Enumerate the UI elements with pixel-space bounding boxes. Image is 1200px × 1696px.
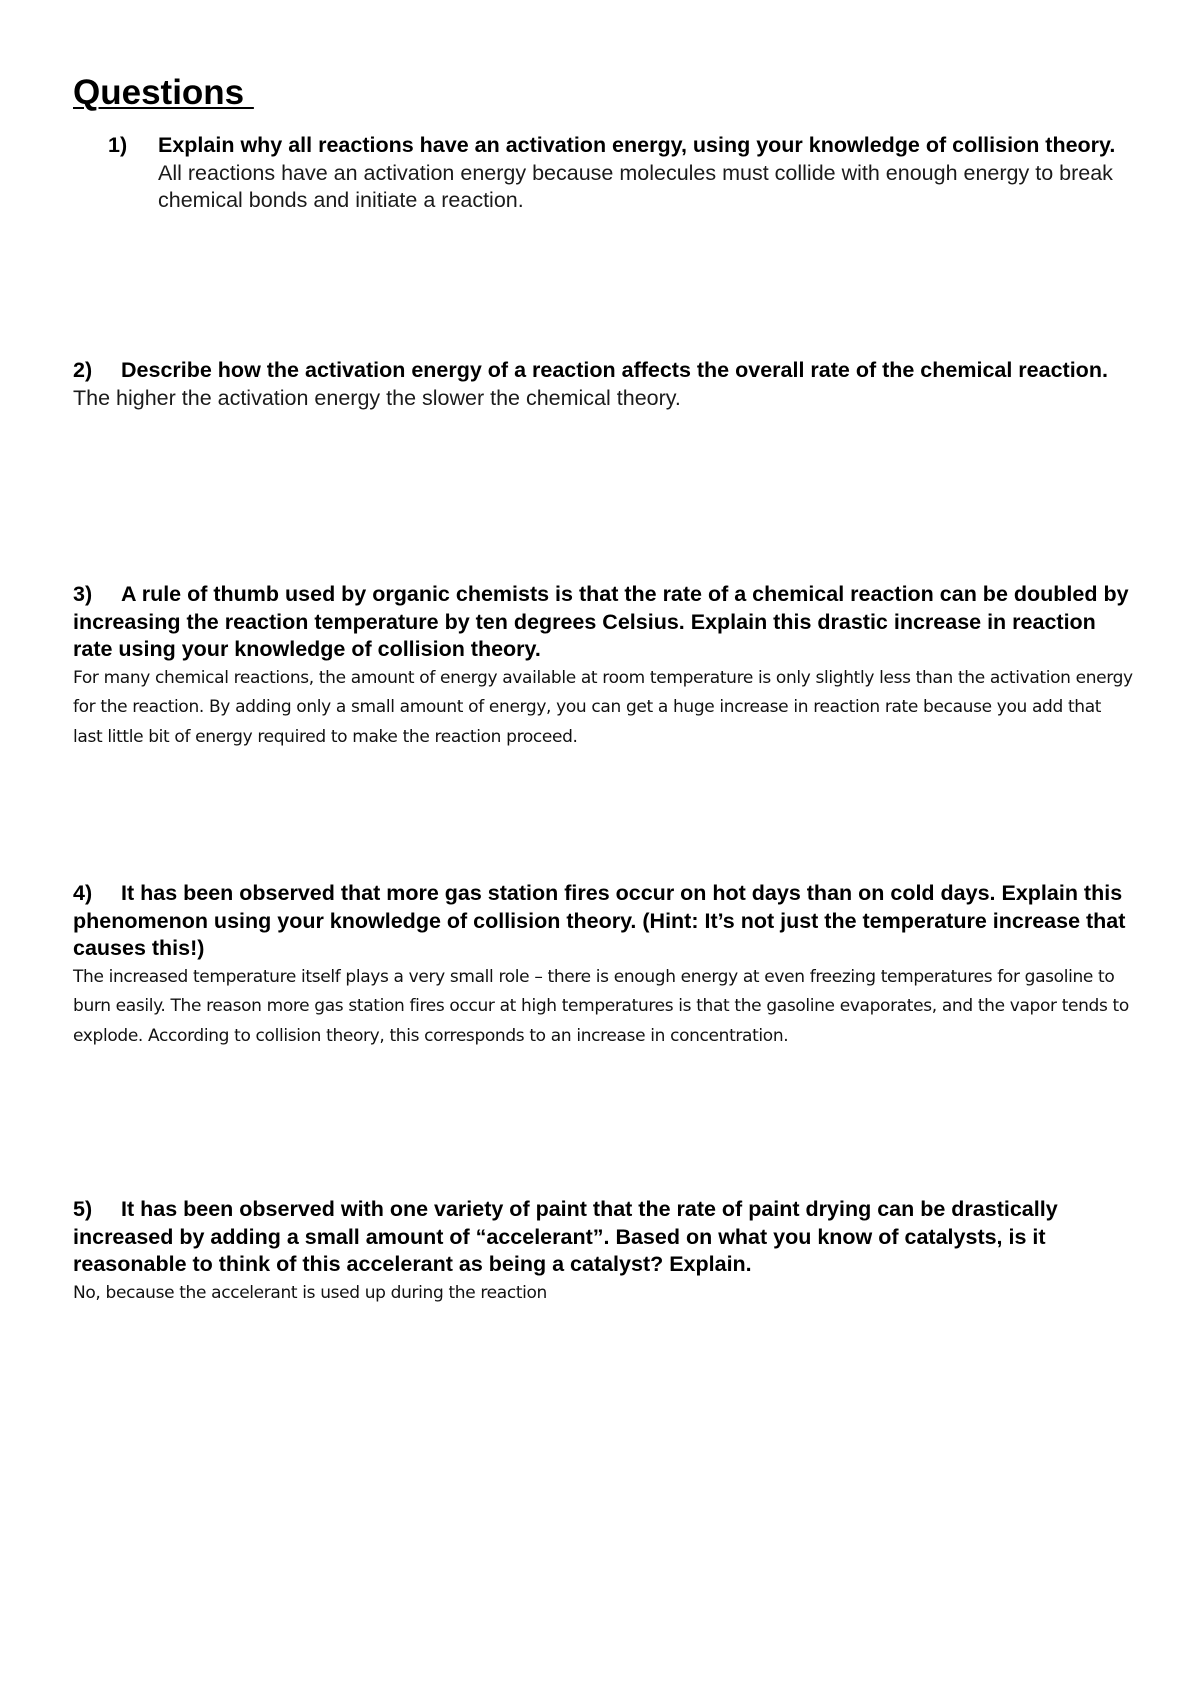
question-text: Explain why all reactions have an activation energy, using your knowledge of collision theory. — [158, 133, 1116, 157]
question-text: It has been observed that more gas station fires occur on hot days than on cold days. Explain this phenomenon using your knowledge of collision theory. (Hint: It’s not just the temperature increase that causes this!) — [73, 881, 1126, 960]
answer-text: All reactions have an activation energy because molecules must collide with enough energy to break chemical bonds and initiate a reaction. — [158, 160, 1113, 212]
answer-text: No, because the accelerant is used up during the reaction — [73, 1282, 547, 1303]
question-4 — [73, 880, 1133, 1051]
question-line — [73, 880, 1133, 963]
question-line — [73, 581, 1133, 664]
answer-text: The increased temperature itself plays a very small role – there is enough energy at even freezing temperatures for gasoline to burn easily. The reason more gas station fires occur at high temperatures is that the gasoline evaporates, and the vapor tends to explode. According to collision theory, this corresponds to an increase in concentration. — [73, 966, 1129, 1046]
answer-text: The higher the activation energy the slower the chemical theory. — [73, 385, 681, 410]
question-1 — [108, 132, 1128, 215]
question-number: 1) — [108, 133, 128, 157]
question-number: 5) — [73, 1197, 93, 1221]
question-line — [73, 1196, 1133, 1279]
answer-text: For many chemical reactions, the amount of energy available at room temperature is only slightly less than the activation energy for the reaction. By adding only a small amount of energy, you can get a huge increase in reaction rate because you add that last little bit of energy required to make the reaction proceed. — [73, 667, 1133, 747]
page-title: Questions — [73, 73, 254, 112]
question-5 — [73, 1196, 1133, 1308]
question-line — [73, 357, 1133, 385]
question-number: 3) — [73, 582, 93, 606]
question-2 — [73, 357, 1133, 412]
question-text: A rule of thumb used by organic chemists is that the rate of a chemical reaction can be doubled by increasing the reaction temperature by ten degrees Celsius. Explain this drastic increase in reaction rate using your knowledge of collision theory. — [73, 582, 1129, 661]
question-text: Describe how the activation energy of a reaction affects the overall rate of the chemical reaction. — [121, 358, 1108, 382]
question-number: 2) — [73, 358, 93, 382]
question-number: 4) — [73, 881, 93, 905]
question-3 — [73, 581, 1133, 752]
question-text: It has been observed with one variety of paint that the rate of paint drying can be drastically increased by adding a small amount of “accelerant”. Based on what you know of catalysts, is it reasonable to think of this accelerant as being a catalyst? Explain. — [73, 1197, 1058, 1276]
